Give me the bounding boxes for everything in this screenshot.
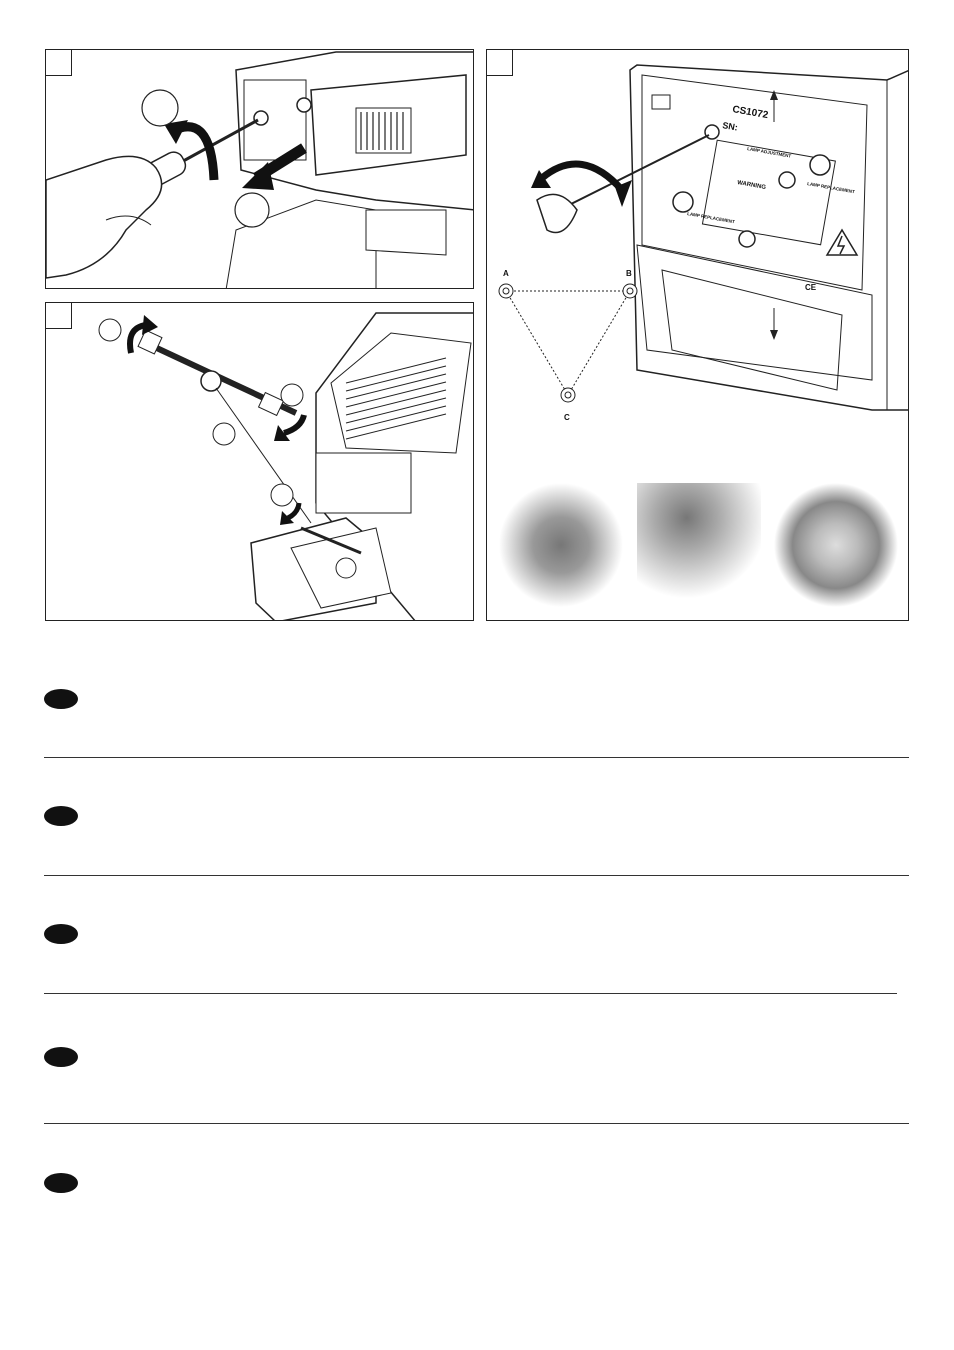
figure-panel-2 [45,302,474,621]
section-divider-1 [44,757,909,758]
point-c-label: C [564,413,570,422]
section-marker-2 [44,806,78,826]
section-marker-4 [44,1047,78,1067]
section-marker-3 [44,924,78,944]
step-number-box-2 [46,303,72,329]
warning-label: WARNING [736,180,767,192]
step-number-box-3 [487,50,513,76]
figure-panel-1 [45,49,474,289]
point-b-label: B [626,269,632,278]
adjustment-triangle-diagram [499,269,637,422]
step-number-box-1 [46,50,72,76]
light-spot-centered [499,483,623,607]
point-a-label: A [503,269,509,278]
light-spot-offset [637,483,761,607]
serial-label: SN: [721,120,739,133]
illustration-lamp-holder [46,303,474,621]
section-divider-3 [44,993,897,994]
light-spot-ring [774,483,898,607]
model-label: CS1072 [731,104,769,122]
lamp-adjustment-label: LAMP ADJUSTMENT [746,146,792,159]
illustration-screwdriver-removal [46,50,474,289]
illustration-lamp-adjustment [487,50,909,621]
section-marker-1 [44,689,78,709]
section-divider-4 [44,1123,909,1124]
section-divider-2 [44,875,909,876]
lamp-replacement-label-bottom: LAMP REPLACEMENT [686,211,736,225]
ce-mark: CE [805,283,817,292]
lamp-replacement-label-top: LAMP REPLACEMENT [806,181,856,195]
figure-panel-3 [486,49,909,621]
section-marker-5 [44,1173,78,1193]
